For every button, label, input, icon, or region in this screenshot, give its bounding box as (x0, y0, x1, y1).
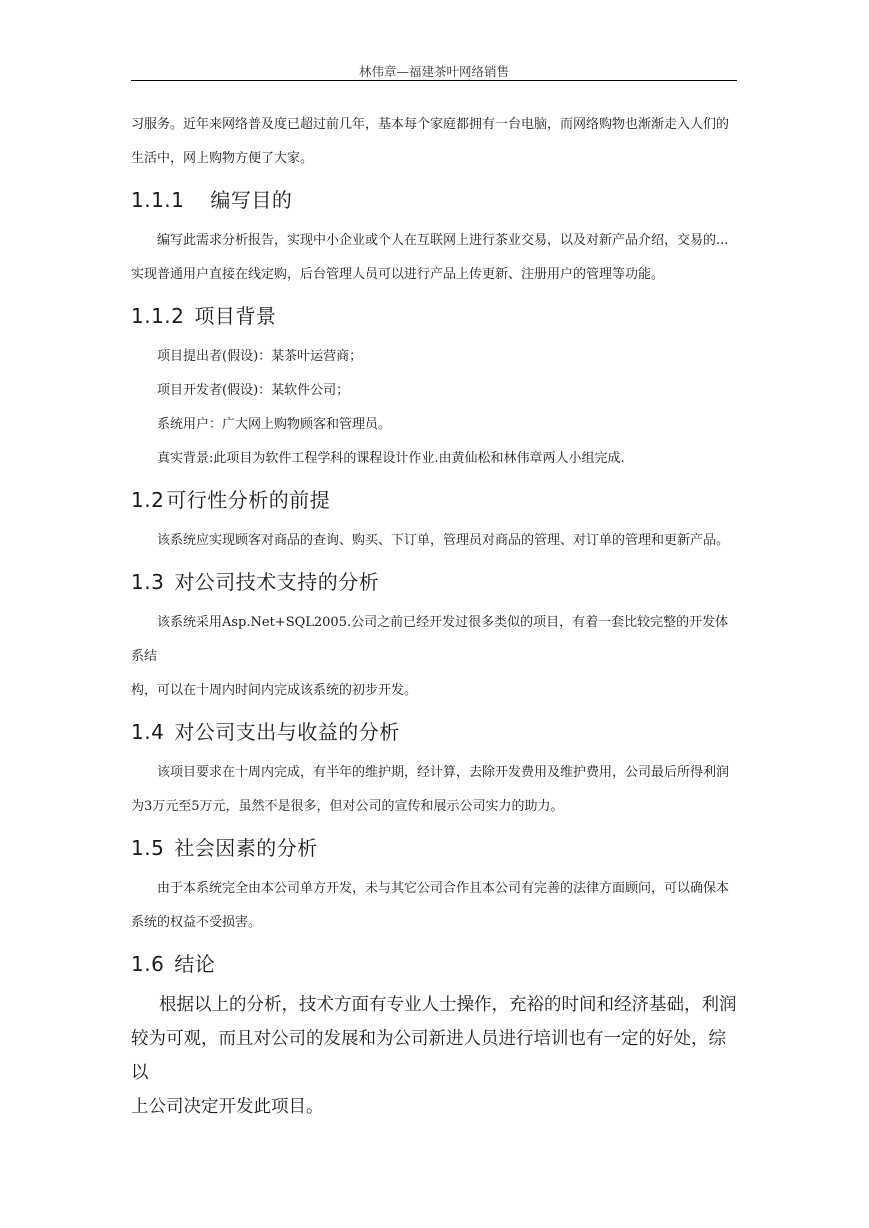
heading-1-5 (131, 824, 737, 872)
conclusion-line: 根据以上的分析，技术方面有专业人士操作，充裕的时间和经济基础，利润 (159, 995, 737, 1015)
heading-1-4 (131, 708, 737, 756)
heading-number: 1.6 (131, 952, 165, 976)
heading-title: 项目背景 (194, 304, 277, 328)
intro-line-2: 生活中，网上购物方便了大家。 (131, 151, 314, 166)
heading-number: 1.5 (131, 836, 165, 860)
heading-number: 1.1.1 (131, 188, 185, 212)
heading-1-3 (131, 558, 737, 606)
heading-number: 1.2 (131, 488, 165, 512)
paragraph-line: 由于本系统完全由本公司单方开发，未与其它公司合作且本公司有完善的法律方面顾问，可以确保本 (157, 881, 730, 896)
list-item: 项目开发者(假设)：某软件公司； (157, 383, 350, 398)
list-item: 真实背景:此项目为软件工程学科的课程设计作业.由黄仙松和林伟章两人小组完成. (157, 451, 625, 466)
paragraph-line: 该系统应实现顾客对商品的查询、购买、下订单，管理员对商品的管理、对订单的管理和更新产品。 (157, 533, 730, 548)
paragraph-line: 该项目要求在十周内完成，有半年的维护期，经计算，去除开发费用及维护费用，公司最后所得利润 (157, 765, 730, 780)
heading-title: 社会因素的分析 (174, 836, 318, 860)
heading-title: 编写目的 (210, 188, 293, 212)
heading-1-2 (131, 476, 737, 524)
heading-title: 对公司支出与收益的分析 (174, 720, 400, 744)
heading-1-1-2 (131, 292, 737, 340)
paragraph-line: 实现普通用户直接在线定购，后台管理人员可以进行产品上传更新、注册用户的管理等功能。 (131, 267, 665, 282)
running-header: 林伟章—福建茶叶网络销售 (358, 64, 509, 79)
conclusion-line: 上公司决定开发此项目。 (131, 1097, 324, 1117)
list-item: 系统用户：广大网上购物顾客和管理员。 (157, 417, 392, 432)
header-rule (131, 80, 737, 81)
heading-number: 1.1.2 (131, 304, 185, 328)
heading-title: 可行性分析的前提 (166, 488, 331, 512)
heading-number: 1.4 (131, 720, 165, 744)
document-body (131, 108, 737, 1124)
paragraph-line: 系统的权益不受损害。 (131, 915, 262, 930)
paragraph-line: 构，可以在十周内时间内完成该系统的初步开发。 (131, 683, 418, 698)
paragraph-line: 编写此需求分析报告，实现中小企业或个人在互联网上进行茶业交易，以及对新产品介绍，交易的... (157, 233, 729, 248)
paragraph-line: 该系统采用Asp.Net+SQL2005.公司之前已经开发过很多类似的项目，有着一套比较完整的开发体系结 (131, 615, 729, 664)
heading-title: 对公司技术支持的分析 (174, 570, 380, 594)
list-item: 项目提出者(假设)：某茶叶运营商； (157, 349, 363, 364)
conclusion-line: 较为可观，而且对公司的发展和为公司新进人员进行培训也有一定的好处，综以 (131, 1029, 726, 1083)
heading-number: 1.3 (131, 570, 165, 594)
heading-1-6 (131, 940, 737, 988)
heading-1-1-1 (131, 176, 737, 224)
paragraph-line: 为3万元至5万元，虽然不是很多，但对公司的宣传和展示公司实力的助力。 (131, 799, 564, 814)
intro-line-1: 习服务。近年来网络普及度已超过前几年，基本每个家庭都拥有一台电脑，而网络购物也渐渐走入人们的 (131, 117, 730, 132)
heading-title: 结论 (174, 952, 216, 976)
